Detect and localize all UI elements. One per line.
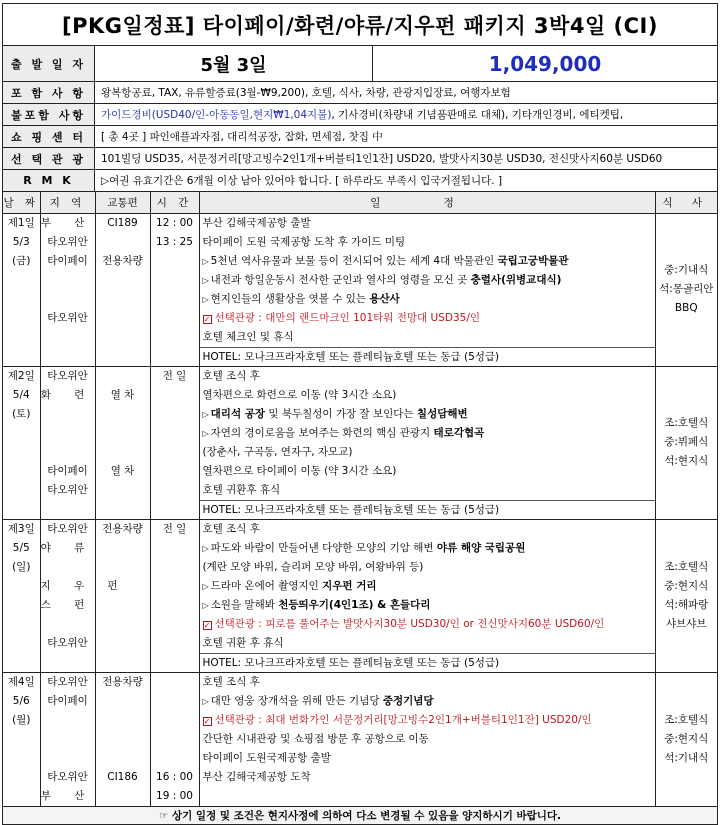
plan-highlight: 충렬사(위병교대식): [470, 273, 562, 286]
plan-line: [200, 252, 655, 271]
transport-label: [96, 539, 150, 558]
region-label: [41, 500, 95, 519]
meal-list: [656, 558, 718, 634]
plan-line: [200, 271, 655, 290]
plan-line: [200, 520, 655, 539]
time-label: [151, 577, 199, 596]
region-label: 타오위안: [47, 483, 88, 496]
info-value-text: , 기사경비(차량내 기념품판매로 대체), 기타개인경비, 에티켓팁,: [331, 109, 624, 121]
bullet-icon: ▷: [202, 600, 209, 610]
meal-cell: [655, 672, 717, 806]
transport-label: [96, 405, 150, 424]
transport-label: [96, 481, 150, 500]
info-row: [3, 126, 717, 148]
day-label: 제2일: [7, 369, 35, 382]
departure-row: [3, 46, 717, 82]
transport-label: [96, 787, 150, 806]
info-value-text: 101빌딩 USD35, 서문정거리[망고빙수2인1개+버블티1인1잔] USD20, 발맛사지30분 USD30, 전신맛사지60분 USD60: [101, 153, 663, 165]
day-cell: [3, 519, 40, 672]
time-label: [151, 424, 199, 443]
plan-line: [200, 233, 655, 252]
info-label: 포 함 사 항: [3, 82, 95, 103]
checkbox-icon: ✓: [203, 716, 211, 726]
meal-label: BBQ: [674, 302, 698, 314]
time-label: 13 : 25: [156, 235, 193, 248]
day-label: (금): [12, 254, 31, 267]
plan-text: 소원을 말해봐: [210, 598, 279, 611]
time-cell: [150, 366, 199, 519]
plan-text: HOTEL: 모나크프라자호텔 또는 플레티늄호텔 또는 동급 (5성급): [202, 503, 500, 516]
time-label: [151, 271, 199, 290]
transport-label: [96, 347, 150, 366]
plan-text: 파도와 바람이 만들어낸 다양한 모양의 기암 해변: [210, 541, 437, 554]
plan-line: [200, 424, 655, 443]
meal-list: [656, 261, 718, 318]
info-value: [95, 170, 717, 191]
info-value-text: [ 총 4곳 ] 파인애플과자점, 대리석공장, 잡화, 면세점, 찻집 中: [101, 131, 383, 143]
plan-highlight: 국립고궁박물관: [497, 254, 569, 267]
time-label: [151, 252, 199, 271]
plan-text: 드라마 온에어 촬영지인: [210, 579, 323, 592]
region-label: [41, 443, 95, 462]
departure-date-label: 출 발 일 자: [3, 46, 95, 81]
plan-line: [200, 558, 655, 577]
day-label: 5/4: [12, 388, 30, 401]
time-label: [151, 462, 199, 481]
day-label: (토): [12, 407, 31, 420]
meal-cell: [655, 213, 717, 366]
transport-label: CI186: [107, 770, 138, 783]
col-time: 시 간: [150, 192, 199, 213]
region-label: 타오위안: [47, 675, 88, 688]
transport-cell: [95, 213, 150, 366]
time-cell: [150, 672, 199, 806]
hotel-line: [200, 500, 655, 519]
meal-cell: [655, 519, 717, 672]
time-label: [151, 328, 199, 347]
bullet-icon: ▷: [202, 696, 209, 706]
time-label: 전 일: [162, 522, 187, 535]
col-transport: 교통편: [95, 192, 150, 213]
plan-cell: [199, 213, 655, 366]
time-label: [151, 309, 199, 328]
time-label: [151, 347, 199, 366]
info-label: R M K: [3, 170, 95, 191]
checkbox-icon: ✓: [203, 314, 211, 324]
plan-highlight: 중정기념당: [382, 694, 434, 707]
meal-label: 석:해파랑: [664, 598, 709, 611]
time-cell: [150, 519, 199, 672]
plan-text: 선택관광 : 최대 번화가인 서문정거리[망고빙수2인1개+버블티1인1잔] USD20/인: [214, 713, 592, 726]
hotel-line: [200, 653, 655, 672]
region-label: [41, 424, 95, 443]
time-label: 16 : 00: [156, 770, 193, 783]
plan-text: 현지인들의 생활상을 엿볼 수 있는: [210, 292, 370, 305]
plan-highlight: 용산사: [369, 292, 400, 305]
info-row: [3, 104, 717, 126]
transport-label: [96, 634, 150, 653]
plan-text: 부산 김해국제공항 도착: [202, 770, 311, 783]
plan-text: 선택관광 : 피로를 풀어주는 발맛사지30분 USD30/인 or 전신맛사지60분 USD60/인: [214, 617, 605, 630]
optional-tour-line: [200, 309, 655, 328]
transport-label: [96, 271, 150, 290]
info-value-text: ▷여권 유효기간은 6개월 이상 남아 있어야 합니다. [ 하루라도 부족시 입국거절됩니다. ]: [101, 175, 503, 187]
day-cell: [3, 213, 40, 366]
time-label: [151, 615, 199, 634]
bullet-icon: ▷: [202, 428, 209, 438]
departure-date: 5월 3일: [95, 46, 373, 81]
region-label: 타오위안: [47, 311, 88, 324]
region-cell: [40, 213, 95, 366]
plan-text: 호텔 체크인 및 휴식: [202, 330, 294, 343]
day-label: 5/6: [12, 694, 30, 707]
plan-line: [200, 749, 655, 768]
plan-line: [200, 634, 655, 653]
plan-text: 선택관광 : 대만의 랜드마크인 101타워 전망대 USD35/인: [214, 311, 481, 324]
bullet-icon: ▷: [202, 256, 209, 266]
plan-text: 및 북두칠성이 가장 잘 보인다는: [265, 407, 417, 420]
info-row: [3, 82, 717, 104]
meal-label: 중:현지식: [664, 732, 709, 745]
plan-text: (계란 모양 바위, 슬리퍼 모양 바위, 여왕바위 등): [202, 560, 424, 573]
day-row: [3, 213, 717, 366]
time-label: [151, 730, 199, 749]
region-label: 타이페이: [47, 254, 88, 267]
region-label: [41, 290, 95, 309]
info-section: [3, 82, 717, 192]
region-label: [41, 558, 95, 577]
page-title: [PKG일정표] 타이페이/화련/야류/지우펀 패키지 3박4일 (CI): [3, 4, 717, 46]
plan-line: [200, 481, 655, 500]
plan-line: [200, 367, 655, 386]
plan-cell: [199, 672, 655, 806]
plan-line: [200, 386, 655, 405]
transport-cell: [95, 519, 150, 672]
info-value: [95, 104, 717, 125]
transport-label: [96, 730, 150, 749]
info-value-highlight: 가이드경비(USD40/인-아동동일,현지₩1,04지불): [101, 109, 332, 121]
plan-highlight: 야류 해양 국립공원: [436, 541, 526, 554]
region-cell: [40, 366, 95, 519]
time-label: 19 : 00: [156, 789, 193, 802]
footer-notice: ☞ 상기 일정 및 조건은 현지사정에 의하여 다소 변경될 수 있음을 양지하시기 바랍니다.: [3, 807, 717, 824]
info-value: [95, 82, 717, 103]
plan-text: 호텔 귀환 후 휴식: [202, 636, 284, 649]
time-label: 12 : 00: [156, 216, 193, 229]
optional-tour-line: [200, 711, 655, 730]
region-label: 타오위안: [47, 235, 88, 248]
region-label: 화 련: [40, 388, 95, 401]
info-value-text: 왕복항공료, TAX, 유류할증료(3월-₩9,200), 호텔, 식사, 차량, 관광지입장료, 여행자보험: [101, 87, 511, 99]
plan-cell: [199, 366, 655, 519]
day-label: 제3일: [7, 522, 35, 535]
region-label: 타오위안: [47, 636, 88, 649]
region-label: 부 산: [40, 789, 95, 802]
region-label: 타오위안: [47, 770, 88, 783]
region-label: [41, 730, 95, 749]
time-label: [151, 634, 199, 653]
info-row: [3, 148, 717, 170]
meal-label: 석:현지식: [664, 455, 709, 467]
day-label: (월): [12, 713, 31, 726]
time-label: [151, 596, 199, 615]
time-label: [151, 711, 199, 730]
bullet-icon: ▷: [202, 581, 209, 591]
info-label: 선 택 관 광: [3, 148, 95, 169]
info-row: [3, 170, 717, 192]
plan-text: 부산 김해국제공항 출발: [202, 216, 311, 229]
transport-label: CI189: [107, 216, 138, 229]
col-day: 날 짜: [3, 192, 40, 213]
plan-text: 타이페이 도원 국제공항 도착 후 가이드 미팅: [202, 235, 406, 248]
plan-text: 타이페이 도원국제공항 출발: [202, 751, 331, 764]
plan-text: 열차편으로 화련으로 이동 (약 3시간 소요): [202, 388, 397, 401]
bullet-icon: ▷: [202, 543, 209, 553]
region-label: 지 우 펀: [40, 579, 128, 592]
plan-line: [200, 539, 655, 558]
time-label: [151, 558, 199, 577]
plan-line: [200, 577, 655, 596]
day-label: 제1일: [7, 216, 35, 229]
meal-label: 조:호텔식: [664, 560, 709, 573]
time-label: [151, 653, 199, 672]
meal-label: 석:몽골리안: [659, 283, 714, 295]
transport-label: [96, 596, 150, 615]
meal-list: [656, 711, 718, 768]
day-label: (일): [12, 560, 31, 573]
time-label: [151, 673, 199, 692]
itinerary-table: [3, 192, 717, 807]
info-label: 쇼 핑 센 터: [3, 126, 95, 147]
region-label: [41, 347, 95, 366]
hotel-line: [200, 347, 655, 366]
bullet-icon: ▷: [202, 294, 209, 304]
checkbox-icon: ✓: [203, 620, 211, 630]
day-label: 5/5: [12, 541, 30, 554]
plan-line: [200, 328, 655, 347]
plan-text: 대만 영웅 장개석을 위해 만든 기념당: [210, 694, 383, 707]
region-label: 타오위안: [47, 369, 88, 382]
plan-line: [200, 730, 655, 749]
transport-cell: [95, 366, 150, 519]
transport-label: [96, 615, 150, 634]
time-label: [151, 500, 199, 519]
plan-line: [200, 596, 655, 615]
plan-line: [200, 214, 655, 233]
info-label: 불포함 사항: [3, 104, 95, 125]
region-label: [41, 271, 95, 290]
time-label: [151, 405, 199, 424]
time-label: [151, 539, 199, 558]
day-row: [3, 672, 717, 806]
meal-list: [656, 414, 718, 471]
plan-text: (장춘사, 구곡동, 연자구, 자모교): [202, 445, 353, 458]
plan-line: [200, 405, 655, 424]
meal-label: 석:기내식: [664, 751, 709, 764]
region-label: [41, 615, 95, 634]
meal-label: 중:기내식: [664, 264, 709, 276]
plan-text: 호텔 귀환후 휴식: [202, 483, 281, 496]
plan-text: 열차편으로 타이페이 이동 (약 3시간 소요): [202, 464, 397, 477]
plan-text: 내전과 항일운동시 전사한 군인과 열사의 영령을 모신 곳: [210, 273, 471, 286]
meal-label: 샤브샤브: [665, 617, 707, 630]
region-label: 타오위안: [47, 522, 88, 535]
region-label: [41, 711, 95, 730]
plan-text: 호텔 조식 후: [202, 369, 260, 382]
plan-text: HOTEL: 모나크프라자호텔 또는 플레티늄호텔 또는 동급 (5성급): [202, 350, 500, 363]
plan-text: 호텔 조식 후: [202, 522, 260, 535]
region-label: 타이페이: [47, 694, 88, 707]
transport-label: 전용차량: [102, 254, 143, 267]
transport-label: [96, 309, 150, 328]
plan-highlight: 대리석 공장: [210, 407, 266, 420]
plan-highlight: 천등띄우기(4인1조) & 흔들다리: [278, 598, 431, 611]
bullet-icon: ▷: [202, 409, 209, 419]
transport-label: [96, 424, 150, 443]
day-row: [3, 366, 717, 519]
time-label: [151, 749, 199, 768]
meal-label: 조:호텔식: [664, 417, 709, 429]
plan-text: 5천년 역사유물과 보물 등이 전시되어 있는 세계 4대 박물관인: [210, 254, 498, 267]
info-value: [95, 148, 717, 169]
transport-cell: [95, 672, 150, 806]
plan-text: 자연의 경이로움을 보여주는 화련의 핵심 관광지: [210, 426, 434, 439]
col-region: 지 역: [40, 192, 95, 213]
transport-label: 열 차: [110, 464, 135, 477]
col-plan: 일 정: [199, 192, 655, 213]
time-cell: [150, 213, 199, 366]
plan-highlight: 칠성담해변: [416, 407, 468, 420]
transport-label: [96, 443, 150, 462]
transport-label: [96, 653, 150, 672]
transport-label: [96, 367, 150, 386]
meal-cell: [655, 366, 717, 519]
optional-tour-line: [200, 615, 655, 634]
time-label: [151, 692, 199, 711]
bullet-icon: ▷: [202, 275, 209, 285]
region-label: 부 산: [40, 216, 95, 229]
region-label: 타이페이: [47, 464, 88, 477]
transport-label: [96, 711, 150, 730]
day-label: 제4일: [7, 675, 35, 688]
plan-line: [200, 673, 655, 692]
plan-highlight: 태로각협곡: [433, 426, 485, 439]
region-label: 스 펀: [40, 598, 95, 611]
transport-label: 열 차: [110, 388, 135, 401]
col-meal: 식 사: [655, 192, 717, 213]
info-value: [95, 126, 717, 147]
region-cell: [40, 672, 95, 806]
transport-label: [96, 500, 150, 519]
region-label: [41, 328, 95, 347]
plan-line: [200, 443, 655, 462]
region-label: 야 류: [40, 541, 95, 554]
region-label: [41, 405, 95, 424]
meal-label: 조:호텔식: [664, 713, 709, 726]
plan-line: [200, 462, 655, 481]
transport-label: [96, 692, 150, 711]
day-cell: [3, 672, 40, 806]
meal-label: 중:현지식: [664, 579, 709, 592]
transport-label: [96, 558, 150, 577]
plan-cell: [199, 519, 655, 672]
day-label: 5/3: [12, 235, 30, 248]
plan-text: HOTEL: 모나크프라자호텔 또는 플레티늄호텔 또는 동급 (5성급): [202, 656, 500, 669]
transport-label: [96, 290, 150, 309]
plan-highlight: 지우펀 거리: [322, 579, 377, 592]
time-label: [151, 290, 199, 309]
transport-label: 전용차량: [102, 522, 143, 535]
region-label: [41, 653, 95, 672]
day-cell: [3, 366, 40, 519]
transport-label: 전용차량: [102, 675, 143, 688]
transport-label: [96, 233, 150, 252]
meal-label: 중:뷔페식: [664, 436, 709, 448]
plan-line: [200, 692, 655, 711]
plan-text: 간단한 시내관광 및 쇼핑점 방문 후 공항으로 이동: [202, 732, 429, 745]
day-row: [3, 519, 717, 672]
plan-line: [200, 768, 655, 787]
plan-line: [200, 290, 655, 309]
region-label: [41, 749, 95, 768]
time-label: 전 일: [162, 369, 187, 382]
plan-text: 호텔 조식 후: [202, 675, 260, 688]
transport-label: [96, 328, 150, 347]
time-label: [151, 443, 199, 462]
package-price: 1,049,000: [488, 51, 602, 76]
time-label: [151, 386, 199, 405]
itinerary-sheet: [2, 3, 718, 825]
transport-label: [96, 749, 150, 768]
time-label: [151, 481, 199, 500]
